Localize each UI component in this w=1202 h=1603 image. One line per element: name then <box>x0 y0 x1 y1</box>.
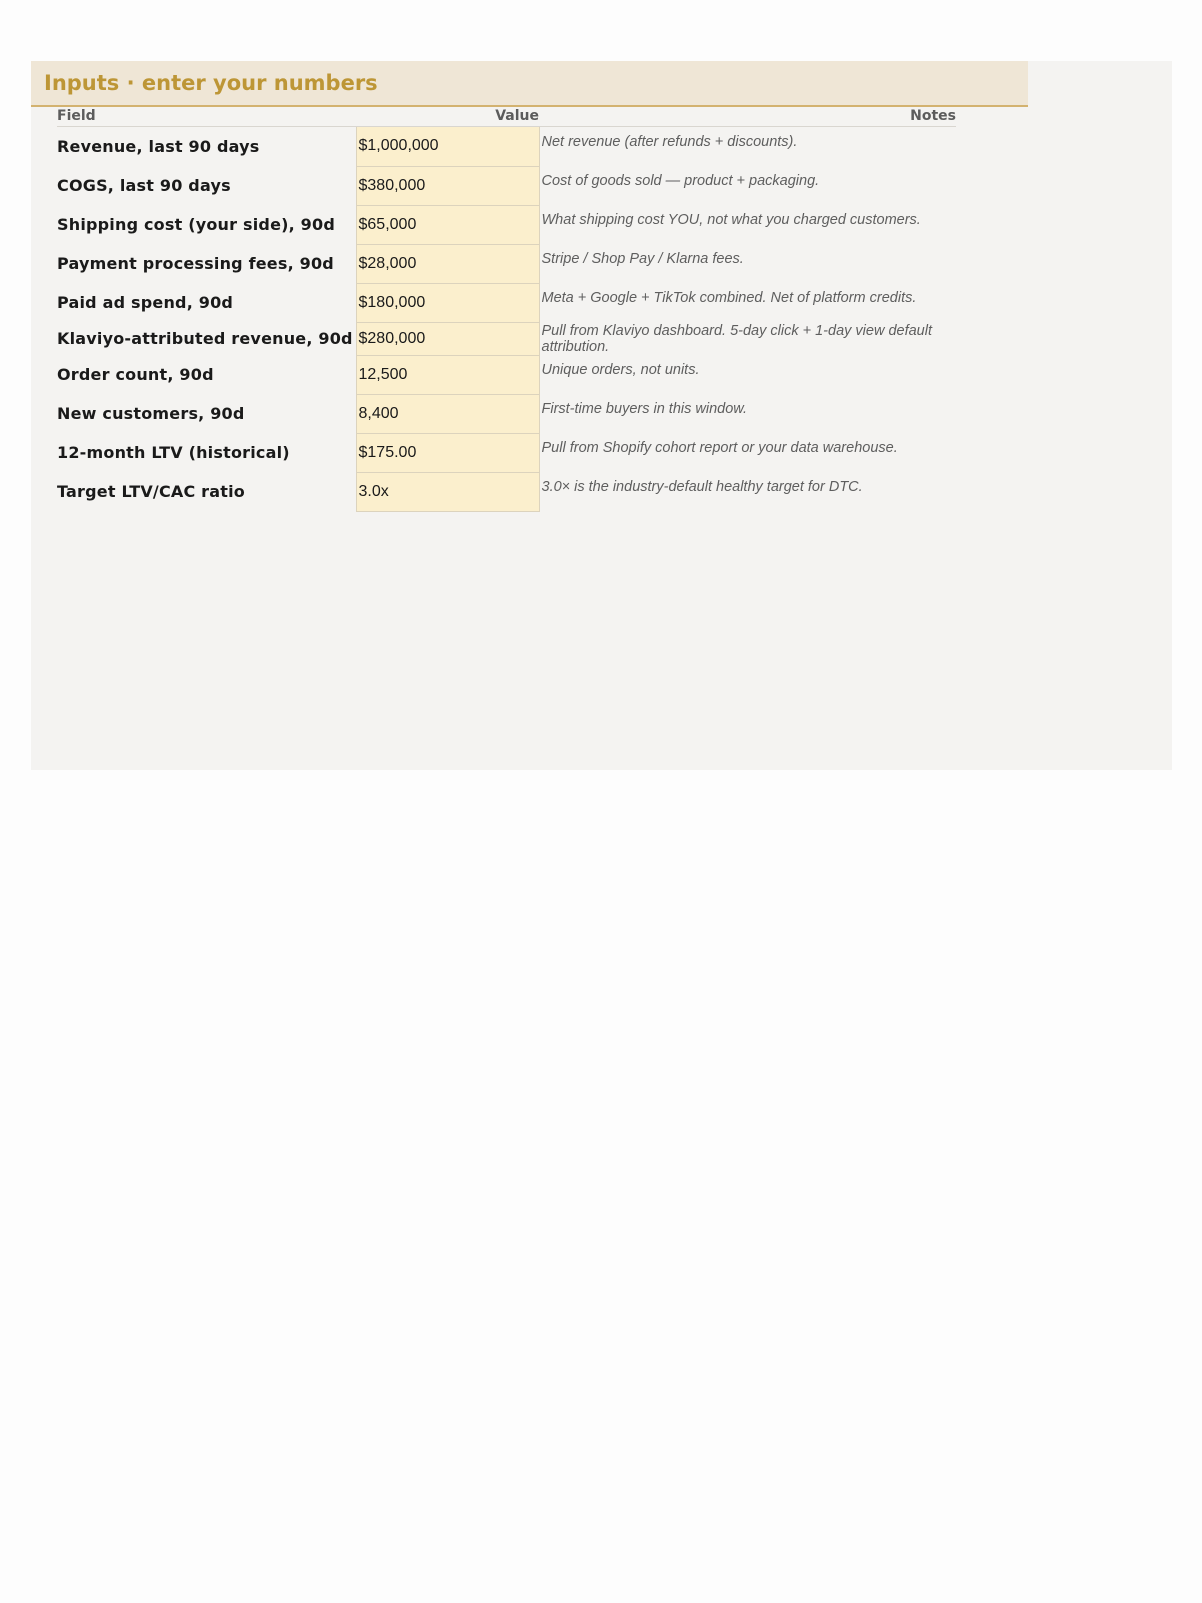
table-row <box>57 355 956 394</box>
field-note: Pull from Klaviyo dashboard. 5-day click + 1-day view default attribution. <box>541 323 932 355</box>
value-input[interactable]: 12,500 <box>356 355 539 394</box>
field-note: Cost of goods sold — product + packaging. <box>541 173 820 189</box>
field-label: Revenue, last 90 days <box>57 137 260 156</box>
field-label: New customers, 90d <box>57 404 245 423</box>
table-row <box>57 472 956 511</box>
table-row <box>57 394 956 433</box>
table-row <box>57 127 956 167</box>
field-note: Meta + Google + TikTok combined. Net of platform credits. <box>541 290 917 306</box>
field-label: Klaviyo-attributed revenue, 90d <box>57 329 353 348</box>
value-input[interactable]: $380,000 <box>356 166 539 205</box>
table-row <box>57 322 956 355</box>
field-label: 12-month LTV (historical) <box>57 443 290 462</box>
field-label: Target LTV/CAC ratio <box>57 482 245 501</box>
column-header-field: Field <box>57 107 356 127</box>
field-note: What shipping cost YOU, not what you charged customers. <box>541 212 921 228</box>
field-note: 3.0× is the industry-default healthy target for DTC. <box>541 479 863 495</box>
column-header-notes: Notes <box>539 107 956 127</box>
field-note: Pull from Shopify cohort report or your data warehouse. <box>541 440 898 456</box>
field-label: Order count, 90d <box>57 365 214 384</box>
value-input[interactable]: 3.0x <box>356 472 539 511</box>
input-sheet <box>31 61 1172 770</box>
field-label: Paid ad spend, 90d <box>57 293 234 312</box>
field-note: First-time buyers in this window. <box>541 401 747 417</box>
column-header-value: Value <box>356 107 539 127</box>
value-input[interactable]: $28,000 <box>356 244 539 283</box>
value-input[interactable]: $280,000 <box>356 322 539 355</box>
value-input[interactable]: $180,000 <box>356 283 539 322</box>
field-label: Payment processing fees, 90d <box>57 254 334 273</box>
table-row <box>57 205 956 244</box>
field-note: Net revenue (after refunds + discounts). <box>541 134 798 150</box>
value-input[interactable]: $175.00 <box>356 433 539 472</box>
value-input[interactable]: $65,000 <box>356 205 539 244</box>
section-header <box>31 61 1028 107</box>
value-input[interactable]: $1,000,000 <box>356 127 539 167</box>
field-note: Unique orders, not units. <box>541 362 700 378</box>
field-label: Shipping cost (your side), 90d <box>57 215 335 234</box>
table-header-row <box>57 107 956 127</box>
table-row <box>57 283 956 322</box>
value-input[interactable]: 8,400 <box>356 394 539 433</box>
table-row <box>57 433 956 472</box>
table-row <box>57 244 956 283</box>
field-note: Stripe / Shop Pay / Klarna fees. <box>541 251 744 267</box>
inputs-table <box>57 107 956 512</box>
table-row <box>57 166 956 205</box>
field-label: COGS, last 90 days <box>57 176 231 195</box>
section-title: Inputs · enter your numbers <box>44 71 378 95</box>
